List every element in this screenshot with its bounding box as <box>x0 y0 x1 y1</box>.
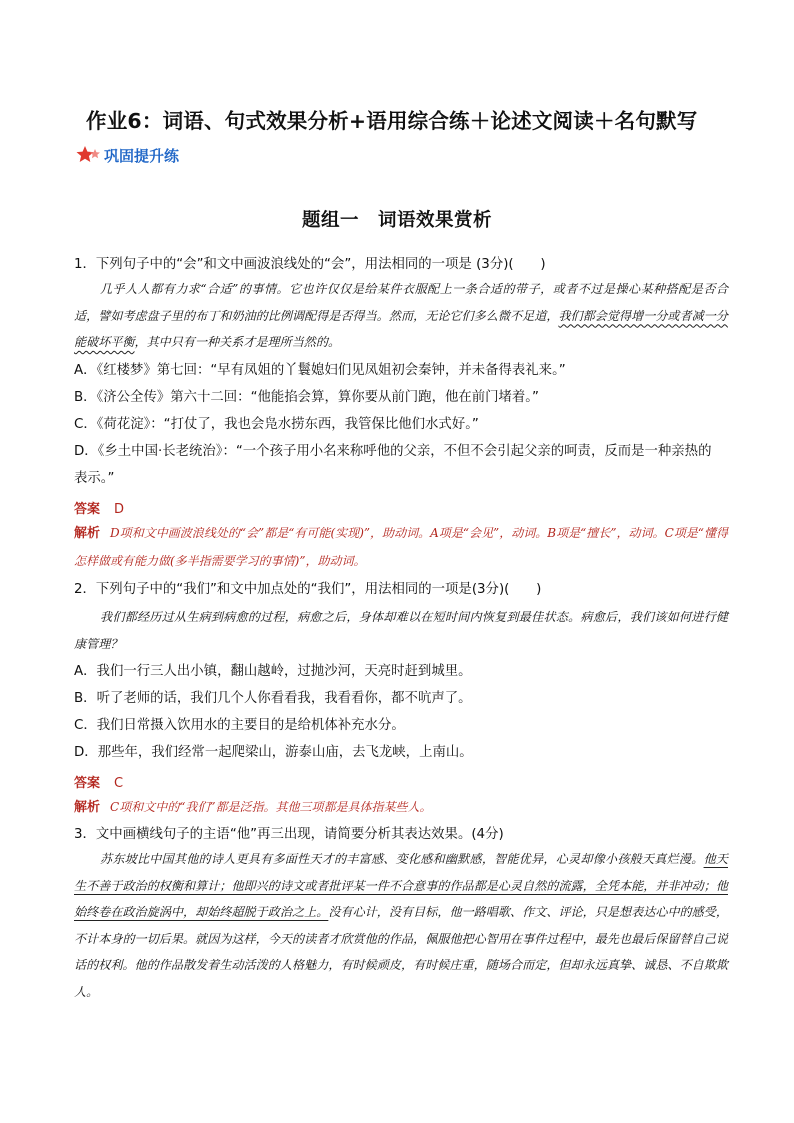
question-2-stem: 2．下列句子中的“我们”和文中加点处的“我们”，用法相同的一项是(3分)( ) <box>74 582 542 597</box>
question-2-explanation <box>74 794 728 822</box>
badge-label: 巩固提升练 <box>104 146 180 165</box>
explanation-text: D项和文中画波浪线处的“会”都是“有可能(实现)”，助动词。A项是“会见”，动词。B项是“擅长”，动词。C项是“懂得怎样做或有能力做(多半指需要学习的事情)”，助动词。 <box>74 526 728 568</box>
passage-text: 没有心计，没有目标，他一路唱歌、作文、评论，只是想表达心中的感受，不计本身的一切后果。就因为这样，今天的读者才欣赏他的作品，佩服他把心智用在事件过程中，最先也最后保留替自己说话的权利。他的作品散发着生动活泼的人格魅力，有时候顽皮，有时候庄重，随场合而定，但却永远真挚、诚恳、不自欺欺人。 <box>74 905 728 999</box>
passage-text: ，其中只有一种关系才是理所当然的。 <box>134 335 341 349</box>
question-3-stem: 3．文中画横线句子的主语“他”再三出现，请简要分析其表达效果。(4分) <box>74 827 504 842</box>
question-1-stem: 1．下列句子中的“会”和文中画波浪线处的“会”，用法相同的一项是 (3分)( ) <box>74 257 546 272</box>
question-2-option-c: C．我们日常摄入饮用水的主要目的是给机体补充水分。 <box>74 718 405 733</box>
question-2-option-b: B．听了老师的话，我们几个人你看看我，我看看你，都不吭声了。 <box>74 691 472 706</box>
question-1-answer <box>74 498 124 517</box>
question-1-option-a: A．《红楼梦》第七回：“早有凤姐的丫鬟媳妇们见凤姐初会秦钟，并未备得表礼来。” <box>74 363 566 378</box>
answer-label: 答案 <box>74 502 101 517</box>
question-1-option-b: B．《济公全传》第六十二回：“他能掐会算，算你要从前门跑，他在前门堵着。” <box>74 390 539 405</box>
explanation-label: 解析 <box>74 800 101 815</box>
question-1-option-c: C．《荷花淀》：“打仗了，我也会凫水捞东西，我管保比他们水式好。” <box>74 417 479 432</box>
answer-value: C <box>114 776 124 791</box>
question-1-option-d: D．《乡土中国·长老统治》：“一个孩子用小名来称呼他的父亲，不但不会引起父亲的呵责，反而是一种亲热的表示。” <box>74 444 712 486</box>
explanation-text: C项和文中的“我们”都是泛指。其他三项都是具体指某些人。 <box>110 800 432 814</box>
question-1-explanation <box>74 520 728 574</box>
question-2-answer <box>74 772 123 791</box>
explanation-label: 解析 <box>74 526 101 541</box>
question-2-option-a: A．我们一行三人出小镇，翻山越岭，过抛沙河，天亮时赶到城里。 <box>74 664 472 679</box>
passage-text: 苏东坡比中国其他的诗人更具有多面性天才的丰富感、变化感和幽默感，智能优异，心灵却像小孩般天真烂漫。 <box>100 852 704 866</box>
question-3-passage <box>74 846 728 1005</box>
section-title: 题组一 词语效果赏析 <box>301 210 492 231</box>
question-2-passage: 我们都经历过从生病到病愈的过程，病愈之后，身体却难以在短时间内恢复到最佳状态。病愈后，我们该如何进行健康管理？ <box>74 610 728 651</box>
question-1-passage <box>74 276 728 356</box>
answer-label: 答案 <box>74 776 101 791</box>
question-2-option-d: D．那些年，我们经常一起爬梁山，游泰山庙，去飞龙峡，上南山。 <box>74 745 473 760</box>
star-icon <box>76 145 102 165</box>
page-title: 作业6：词语、句式效果分析+语用综合练＋论述文阅读＋名句默写 <box>86 109 698 133</box>
underlined-sentence: 他天生不善于政治的权衡和算计；他即兴的诗文或者批评某一件不合意事的作品都是心灵自然的流露，全凭本能，并非冲动；他始终卷在政治旋涡中，却始终超脱于政治之上。 <box>74 852 728 919</box>
answer-value: D <box>114 502 125 517</box>
passage-text: 几乎人人都有力求“合适”的事情。它也许仅仅是给某件衣服配上一条合适的带子，或者不过是操心某种搭配是否合适，譬如考虑盘子里的布丁和奶油的比例调配得是否得当。然而，无论它们多么微不足道， <box>74 282 728 323</box>
practice-badge <box>76 144 179 166</box>
wavy-underlined-sentence: 我们都会觉得增一分或者减一分能破坏平衡 <box>74 308 728 349</box>
